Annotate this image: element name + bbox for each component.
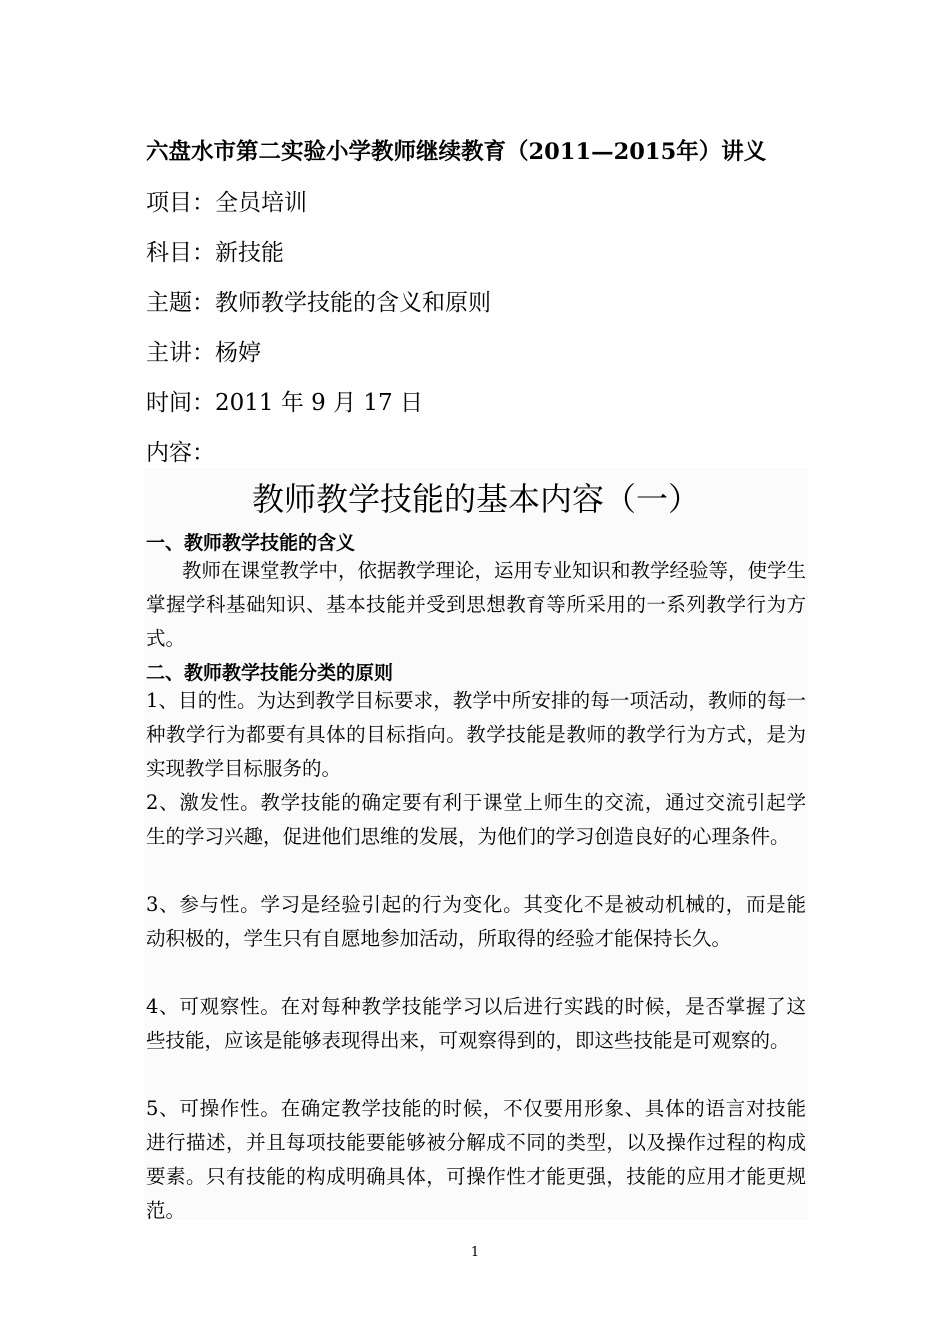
subject-line: 科目：新技能 bbox=[146, 240, 284, 266]
topic-line: 主题：教师教学技能的含义和原则 bbox=[146, 290, 491, 316]
page-number: 1 bbox=[470, 1245, 480, 1260]
principle-item: 5、可操作性。在确定教学技能的时候，不仅要用形象、具体的语言对技能 进行描述，并且每项技能要能够被分解成不同的类型，以及操作过程的构成要素。只有技能的构成明确具体，可操作性才能更强，技能的应用才能更规范。 bbox=[146, 1097, 806, 1222]
date-line: 时间：2011 年 9 月 17 日 bbox=[146, 390, 423, 416]
content-label: 内容： bbox=[146, 440, 215, 466]
document-title: 六盘水市第二实验小学教师继续教育（2011—2015年）讲义 bbox=[146, 139, 767, 165]
principle-item: 3、参与性。学习是经验引起的行为变化。其变化不是被动机械的，而是能 动积极的，学生只有自愿地参加活动，所取得的经验才能保持长久。 bbox=[146, 893, 806, 950]
content-block bbox=[144, 468, 808, 1220]
section-definition-text: 教师在课堂教学中，依据教学理论，运用专业知识和教学经验等，使学生掌握学科基础知识、基本技能并受到思想教育等所采用的一系列教学行为方式。 bbox=[146, 559, 807, 650]
lecturer-line: 主讲：杨婷 bbox=[146, 340, 261, 366]
principle-item: 4、可观察性。在对每种教学技能学习以后进行实践的时候，是否掌握了这 些技能，应该是能够表现得出来，可观察得到的，即这些技能是可观察的。 bbox=[146, 995, 806, 1052]
principle-item: 1、目的性。为达到教学目标要求，教学中所安排的每一项活动，教师的每一种教学行为都要有具体的目标指向。教学技能是教师的教学行为方式，是为实现教学目标服务的。 bbox=[146, 689, 806, 780]
project-line: 项目：全员培训 bbox=[146, 190, 307, 216]
section-definition-title: 一、教师教学技能的含义 bbox=[146, 532, 356, 554]
principle-item: 2、激发性。教学技能的确定要有利于课堂上师生的交流，通过交流引起学 生的学习兴趣，促进他们思维的发展，为他们的学习创造良好的心理条件。 bbox=[146, 791, 806, 848]
content-heading: 教师教学技能的基本内容（一） bbox=[251, 480, 700, 518]
section-principles-title: 二、教师教学技能分类的原则 bbox=[146, 662, 394, 684]
